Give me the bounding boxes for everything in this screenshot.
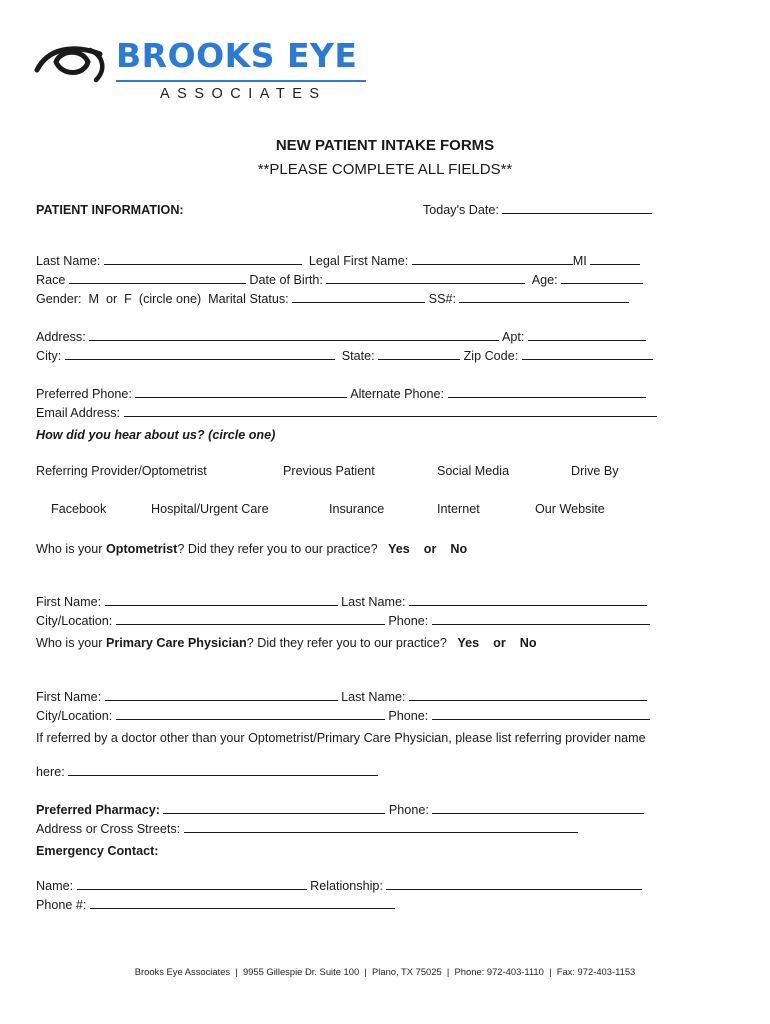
- state-blank[interactable]: [378, 348, 460, 360]
- todays-date-label: Today's Date:: [423, 203, 499, 217]
- address-label: Address:: [36, 330, 86, 344]
- dob-label: Date of Birth:: [249, 273, 323, 287]
- todays-date-blank[interactable]: [502, 202, 652, 214]
- pcp-first-name-label: First Name:: [36, 690, 102, 704]
- pcp-or: or: [493, 636, 506, 650]
- gender-label: Gender: M or F (circle one): [36, 292, 202, 306]
- pcp-no[interactable]: No: [519, 636, 537, 650]
- race-label: Race: [36, 273, 66, 287]
- pcp-city-blank[interactable]: [116, 708, 385, 720]
- emergency-name-label: Name:: [36, 879, 74, 893]
- opt-city-label: City/Location:: [36, 614, 113, 628]
- marital-status-blank[interactable]: [292, 291, 425, 303]
- hear-option-referring-provider[interactable]: Referring Provider/Optometrist: [36, 464, 207, 478]
- email-blank[interactable]: [124, 405, 657, 417]
- hear-option-previous-patient[interactable]: Previous Patient: [283, 464, 375, 478]
- state-label: State:: [341, 349, 375, 363]
- hear-option-insurance[interactable]: Insurance: [329, 502, 385, 516]
- hear-about-question: How did you hear about us? (circle one): [36, 428, 276, 442]
- pcp-phone-blank[interactable]: [432, 708, 650, 720]
- mi-label: MI: [572, 254, 587, 268]
- footer: Brooks Eye Associates | 9955 Gillespie Dr. Suite 100 | Plano, TX 75025 | Phone: 972-403-1110 | Fax: 972-403-1153: [134, 966, 636, 977]
- hear-option-hospital[interactable]: Hospital/Urgent Care: [151, 502, 269, 516]
- city-blank[interactable]: [65, 348, 335, 360]
- opt-first-name-label: First Name:: [36, 595, 102, 609]
- other-referral-text: If referred by a doctor other than your Optometrist/Primary Care Physician, please list referring provider name: [36, 731, 646, 745]
- logo-divider: [116, 80, 366, 82]
- opt-phone-label: Phone:: [388, 614, 429, 628]
- legal-first-name-label: Legal First Name:: [308, 254, 409, 268]
- hear-option-internet[interactable]: Internet: [437, 502, 480, 516]
- optometrist-no[interactable]: No: [450, 542, 468, 556]
- hear-option-our-website[interactable]: Our Website: [535, 502, 605, 516]
- patient-info-heading: PATIENT INFORMATION:: [36, 203, 184, 217]
- opt-last-name-label: Last Name:: [341, 595, 406, 609]
- page-subtitle: **PLEASE COMPLETE ALL FIELDS**: [257, 161, 513, 178]
- pcp-question: Who is your Primary Care Physician? Did they refer you to our practice? Yes or No: [36, 636, 537, 650]
- pharmacy-address-blank[interactable]: [184, 821, 578, 833]
- email-label: Email Address:: [36, 406, 120, 420]
- city-label: City:: [36, 349, 62, 363]
- zip-blank[interactable]: [522, 348, 653, 360]
- age-label: Age:: [531, 273, 558, 287]
- marital-status-label: Marital Status:: [208, 292, 289, 306]
- emergency-phone-blank[interactable]: [90, 897, 395, 909]
- apt-label: Apt:: [502, 330, 525, 344]
- pcp-yes[interactable]: Yes: [457, 636, 480, 650]
- hear-option-drive-by[interactable]: Drive By: [571, 464, 619, 478]
- optometrist-or: or: [423, 542, 437, 556]
- logo-name: BROOKS EYE: [116, 36, 358, 75]
- emergency-heading: Emergency Contact:: [36, 844, 159, 858]
- pcp-last-name-label: Last Name:: [341, 690, 406, 704]
- emergency-relationship-blank[interactable]: [386, 878, 642, 890]
- pcp-phone-label: Phone:: [388, 709, 429, 723]
- opt-phone-blank[interactable]: [432, 613, 650, 625]
- page-title: NEW PATIENT INTAKE FORMS: [275, 137, 495, 154]
- pharmacy-address-label: Address or Cross Streets:: [36, 822, 181, 836]
- last-name-label: Last Name:: [36, 254, 101, 268]
- hear-option-social-media[interactable]: Social Media: [437, 464, 510, 478]
- alternate-phone-label: Alternate Phone:: [350, 387, 445, 401]
- opt-city-blank[interactable]: [116, 613, 385, 625]
- pcp-city-label: City/Location:: [36, 709, 113, 723]
- emergency-phone-label: Phone #:: [36, 898, 87, 912]
- eye-logo-icon: [34, 40, 108, 84]
- emergency-relationship-label: Relationship:: [310, 879, 383, 893]
- pharmacy-label: Preferred Pharmacy:: [36, 803, 160, 817]
- preferred-phone-label: Preferred Phone:: [36, 387, 132, 401]
- logo-subtitle: ASSOCIATES: [160, 86, 327, 102]
- other-referral-blank[interactable]: [68, 764, 378, 776]
- hear-option-facebook[interactable]: Facebook: [51, 502, 107, 516]
- ss-label: SS#:: [428, 292, 456, 306]
- zip-label: Zip Code:: [463, 349, 519, 363]
- optometrist-yes[interactable]: Yes: [388, 542, 410, 556]
- ss-blank[interactable]: [459, 291, 629, 303]
- todays-date-field[interactable]: [423, 202, 652, 218]
- optometrist-question: Who is your Optometrist? Did they refer you to our practice? Yes or No: [36, 542, 468, 556]
- pharmacy-phone-label: Phone:: [388, 803, 429, 817]
- other-referral-here-label: here:: [36, 765, 65, 779]
